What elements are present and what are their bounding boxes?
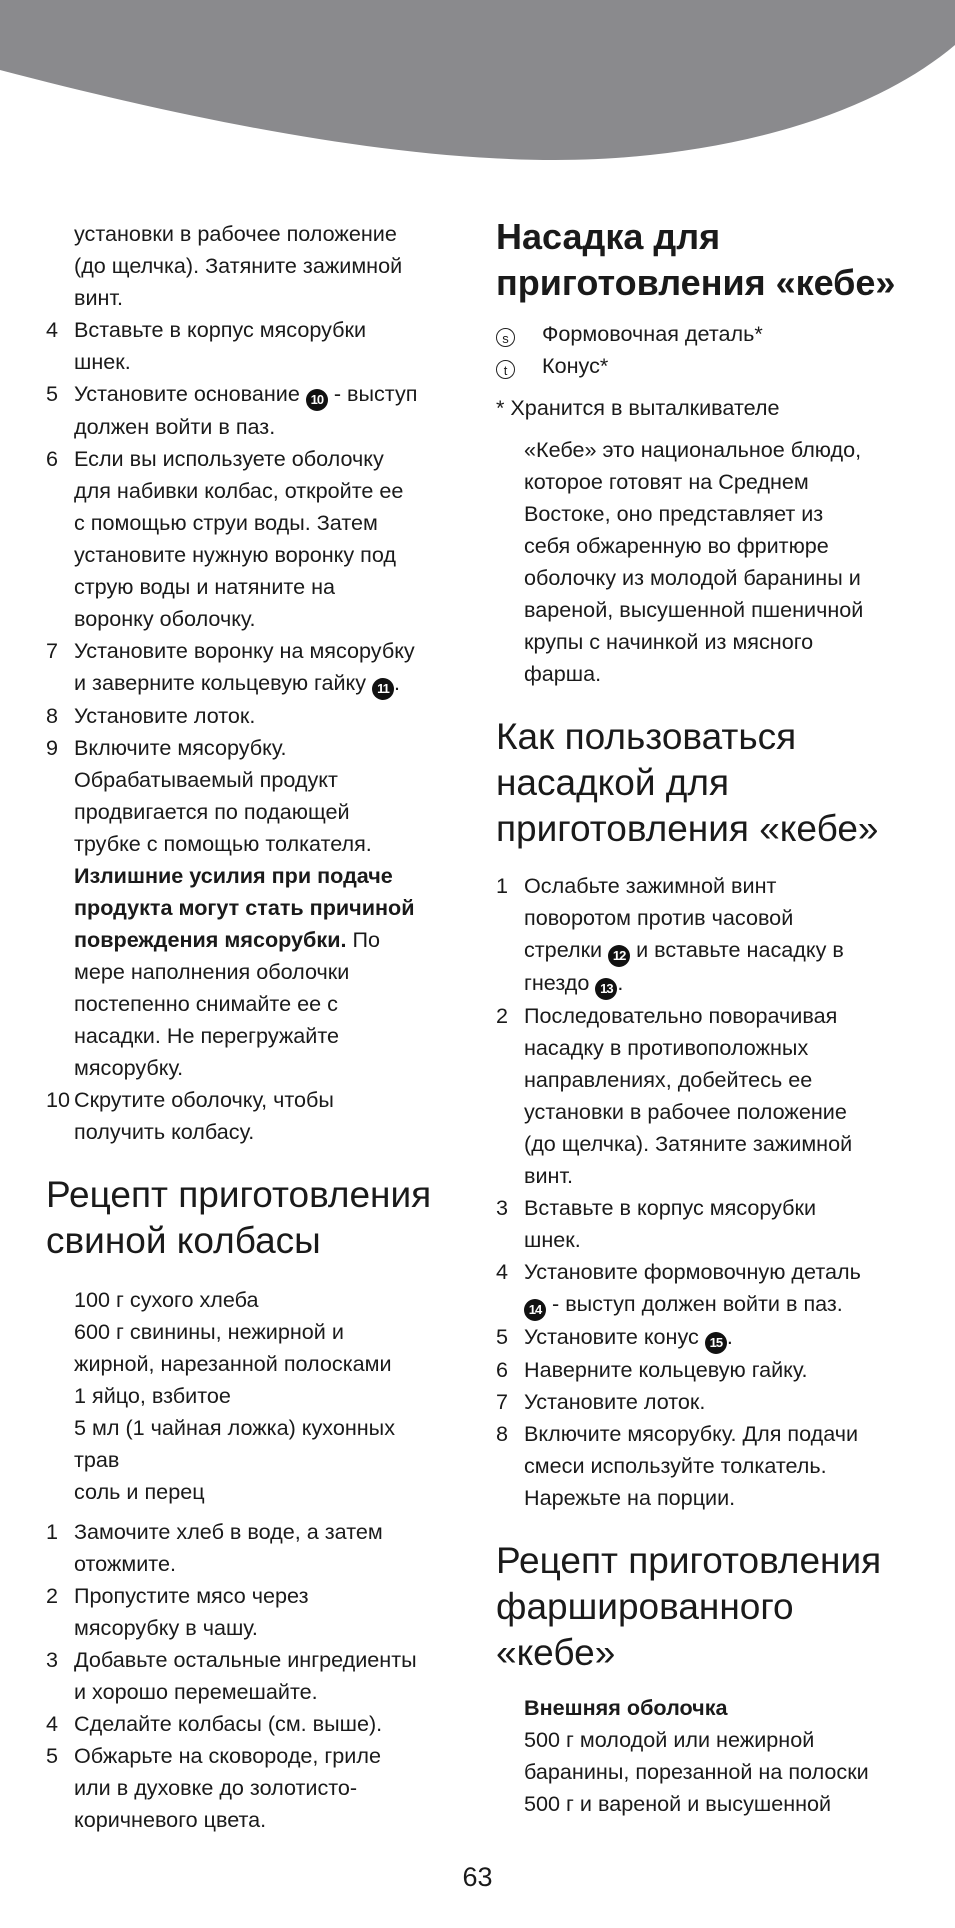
section-heading: Как пользоваться насадкой для приготовления «кебе»: [496, 716, 879, 849]
text-line: воронку оболочку.: [74, 606, 256, 631]
text-line: насадку в противоположных: [524, 1035, 809, 1060]
step-number: 8: [496, 1421, 509, 1446]
text-line: «Кебе» это национальное блюдо,: [524, 437, 862, 462]
section-heading: Насадка для приготовления «кебе»: [496, 216, 896, 303]
text-line: себя обжаренную во фритюре: [524, 533, 829, 558]
text-line: Установите лоток.: [524, 1389, 706, 1414]
step-number: 10: [46, 1087, 71, 1112]
text-line: вареной, высушенной пшеничной: [524, 597, 864, 622]
text-line: Установите конус 15 .: [524, 1321, 916, 1354]
text-line: должен войти в паз.: [74, 414, 276, 439]
text-line: шнек.: [524, 1227, 581, 1252]
intro-paragraph: [46, 218, 464, 314]
list-item: [496, 1000, 916, 1192]
section-heading: Рецепт приготовления свиной колбасы: [46, 1174, 432, 1261]
list-item: [496, 870, 916, 1000]
step-number: 1: [46, 1519, 59, 1544]
footnote: * Хранится в выталкивателе: [496, 395, 780, 420]
text-line: Наверните кольцевую гайку.: [524, 1357, 808, 1382]
list-item: [46, 700, 464, 732]
list-item: [46, 1708, 464, 1740]
text-line: мясорубку в чашу.: [74, 1615, 258, 1640]
part-number-badge: 12: [608, 945, 630, 967]
text-line: оболочку из молодой баранины и: [524, 565, 861, 590]
text-line: крупы с начинкой из мясного: [524, 629, 814, 654]
left-column: [46, 218, 464, 1836]
text-line: продвигается по подающей: [74, 799, 350, 824]
step-number: 7: [46, 638, 59, 663]
warning-line: продукта могут стать причиной: [74, 895, 415, 920]
text-line: Установите воронку на мясорубку: [74, 638, 415, 663]
list-item: [496, 1321, 916, 1354]
list-item: [46, 314, 464, 378]
step-number: 7: [496, 1389, 509, 1414]
ingredient: 600 г свинины, нежирной и: [74, 1319, 344, 1344]
text-line: мере наполнения оболочки: [74, 959, 350, 984]
ingredient: 1 яйцо, взбитое: [74, 1383, 231, 1408]
part-number-badge: 11: [372, 678, 394, 700]
part-number-badge: 14: [524, 1299, 546, 1321]
text-line: трубке с помощью толкателя.: [74, 831, 372, 856]
text-line: 14 - выступ должен войти в паз.: [524, 1288, 916, 1321]
text-line: установите нужную воронку под: [74, 542, 396, 567]
text-line: фарша.: [524, 661, 602, 686]
step-number: 3: [46, 1647, 59, 1672]
list-item: [46, 1740, 464, 1836]
list-item: [46, 1516, 464, 1580]
step-number: 5: [46, 381, 59, 406]
part-item: [496, 350, 916, 382]
step-number: 2: [46, 1583, 59, 1608]
list-item: [496, 1256, 916, 1321]
list-item: [46, 378, 464, 443]
part-number-badge: 15: [705, 1332, 727, 1354]
text-line: установки в рабочее положение: [524, 1099, 847, 1124]
list-item: [46, 443, 464, 635]
list-item: [496, 1386, 916, 1418]
part-key-icon: s: [496, 328, 515, 347]
text-line: Ослабьте зажимной винт: [524, 873, 777, 898]
step-number: 4: [46, 317, 59, 342]
text-line: стрелки 12 и вставьте насадку в: [524, 934, 916, 967]
text-line: (до щелчка). Затяните зажимной: [524, 1131, 853, 1156]
step-number: 3: [496, 1195, 509, 1220]
part-number-badge: 10: [306, 389, 328, 411]
list-item: [496, 1354, 916, 1386]
subheading: Внешняя оболочка: [524, 1695, 728, 1720]
shell-ingredients: [496, 1692, 916, 1820]
text-line: и хорошо перемешайте.: [74, 1679, 318, 1704]
list-item: [496, 1418, 916, 1514]
text-line: Добавьте остальные ингредиенты: [74, 1647, 417, 1672]
part-label: Формовочная деталь*: [542, 321, 763, 346]
text-line: Если вы используете оболочку: [74, 446, 384, 471]
text-line: коричневого цвета.: [74, 1807, 267, 1832]
ingredient: 5 мл (1 чайная ложка) кухонных: [74, 1415, 395, 1440]
right-column: [496, 218, 916, 1820]
text-line: получить колбасу.: [74, 1119, 255, 1144]
text-line: шнек.: [74, 349, 131, 374]
part-number-badge: 13: [595, 978, 617, 1000]
text-line: насадки. Не перегружайте: [74, 1023, 340, 1048]
ingredient: баранины, порезанной на полоски: [524, 1759, 869, 1784]
header-wave-decoration: [0, 0, 955, 170]
step-number: 4: [496, 1259, 509, 1284]
text-line: струю воды и натяните на: [74, 574, 336, 599]
text-line: направлениях, добейтесь ее: [524, 1067, 813, 1092]
step-number: 4: [46, 1711, 59, 1736]
part-label: Конус*: [542, 353, 609, 378]
text-line: или в духовке до золотисто-: [74, 1775, 358, 1800]
text-line: которое готовят на Среднем: [524, 469, 809, 494]
ingredients-list: [46, 1284, 464, 1508]
list-item: [46, 1580, 464, 1644]
list-item: [46, 635, 464, 700]
part-key-icon: t: [496, 360, 515, 379]
warning-line: Излишние усилия при подаче: [74, 863, 393, 888]
step-number: 6: [46, 446, 59, 471]
text-line: отожмите.: [74, 1551, 176, 1576]
text-line: (до щелчка). Затяните зажимной: [74, 253, 403, 278]
list-item: [46, 732, 464, 1084]
text-line: Включите мясорубку. Для подачи: [524, 1421, 859, 1446]
ingredient: 500 г и вареной и высушенной: [524, 1791, 832, 1816]
text-line: и заверните кольцевую гайку 11 .: [74, 667, 464, 700]
text-line: Установите формовочную деталь: [524, 1259, 861, 1284]
ingredient: 100 г сухого хлеба: [74, 1287, 259, 1312]
step-number: 2: [496, 1003, 509, 1028]
step-number: 9: [46, 735, 59, 760]
text-line: постепенно снимайте ее с: [74, 991, 338, 1016]
text-line: Последовательно поворачивая: [524, 1003, 838, 1028]
list-item: [46, 1084, 464, 1148]
step-number: 1: [496, 873, 509, 898]
step-number: 5: [496, 1324, 509, 1349]
step-number: 6: [496, 1357, 509, 1382]
text-line: гнездо 13 .: [524, 967, 916, 1000]
text-line: винт.: [74, 285, 123, 310]
text-line: Включите мясорубку.: [74, 735, 287, 760]
text-line: Вставьте в корпус мясорубки: [74, 317, 367, 342]
ingredient: жирной, нарезанной полосками: [74, 1351, 392, 1376]
text-line: Востоке, оно представляет из: [524, 501, 824, 526]
ingredient: трав: [74, 1447, 120, 1472]
text-line: Обжарьте на сковороде, гриле: [74, 1743, 381, 1768]
list-item: [46, 1644, 464, 1708]
description-paragraph: [496, 434, 916, 690]
text-line: смеси используйте толкатель.: [524, 1453, 827, 1478]
step-number: 5: [46, 1743, 59, 1768]
text-line: Нарежьте на порции.: [524, 1485, 736, 1510]
text-line: с помощью струи воды. Затем: [74, 510, 378, 535]
page-number: 63: [462, 1862, 493, 1892]
text-line: Установите основание 10 - выступ: [74, 378, 464, 411]
part-item: [496, 318, 916, 350]
text-line: Скрутите оболочку, чтобы: [74, 1087, 334, 1112]
text-line: Установите лоток.: [74, 703, 256, 728]
warning-line: повреждения мясорубки. По: [74, 927, 381, 952]
ingredient: соль и перец: [74, 1479, 205, 1504]
text-line: Замочите хлеб в воде, а затем: [74, 1519, 383, 1544]
step-number: 8: [46, 703, 59, 728]
section-heading: Рецепт приготовления фаршированного «кебе»: [496, 1540, 882, 1673]
text-line: Пропустите мясо через: [74, 1583, 309, 1608]
text-line: мясорубку.: [74, 1055, 184, 1080]
text-line: для набивки колбас, откройте ее: [74, 478, 404, 503]
list-item: [496, 1192, 916, 1256]
ingredient: 500 г молодой или нежирной: [524, 1727, 815, 1752]
text-line: Вставьте в корпус мясорубки: [524, 1195, 817, 1220]
text-line: поворотом против часовой: [524, 905, 794, 930]
text-line: винт.: [524, 1163, 573, 1188]
text-line: Обрабатываемый продукт: [74, 767, 338, 792]
text-line: Сделайте колбасы (см. выше).: [74, 1711, 383, 1736]
text-line: установки в рабочее положение: [74, 221, 397, 246]
